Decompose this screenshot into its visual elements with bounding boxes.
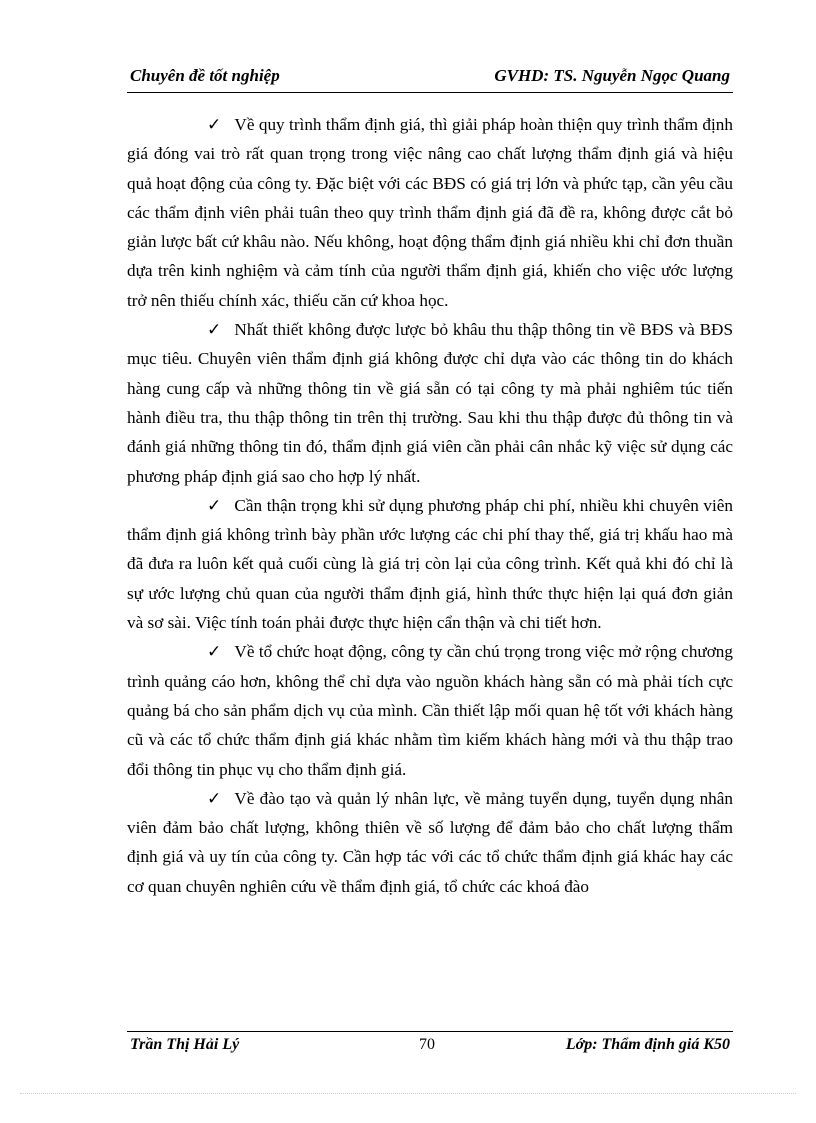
page-number: 70	[419, 1036, 435, 1053]
advisor-label: GVHD: TS. Nguyễn Ngọc Quang	[494, 66, 730, 85]
paragraph-2	[127, 315, 733, 491]
class-label: Lớp: Thẩm định giá K50	[565, 1036, 730, 1053]
paragraph-text: Về đào tạo và quản lý nhân lực, về mảng tuyển dụng, tuyển dụng nhân viên đảm bảo chất lượng, không thiên về số lượng để đảm bảo cho chất lượng thẩm định giá và uy tín của công ty. Cần hợp tác với các tổ chức thẩm định giá khác hay các cơ quan chuyên nghiên cứu về thẩm định giá, tổ chức các khoá đào	[127, 788, 733, 896]
page-footer	[127, 1036, 733, 1060]
paragraph-text: Về tổ chức hoạt động, công ty cần chú trọng trong việc mở rộng chương trình quảng cáo hơn, không thể chỉ dựa vào nguồn khách hàng sẵn có mà phải tích cực quảng bá cho sản phẩm dịch vụ của mình. Cần thiết lập mối quan hệ tốt với khách hàng cũ và các tổ chức thẩm định giá khác nhằm tìm kiếm khách hàng mới và thu thập trao đổi thông tin phục vụ cho thẩm định giá.	[127, 642, 733, 779]
paragraph-1	[127, 110, 733, 315]
paragraph-4	[127, 637, 733, 783]
body-text	[127, 110, 733, 901]
paragraph-3	[127, 491, 733, 637]
author-name: Trần Thị Hải Lý	[130, 1036, 240, 1053]
paragraph-5	[127, 784, 733, 901]
check-mark-icon: ✓	[207, 320, 222, 340]
check-mark-icon: ✓	[207, 495, 222, 515]
footer-divider	[127, 1031, 733, 1032]
check-mark-icon: ✓	[207, 115, 222, 134]
paragraph-text: Nhất thiết không được lược bỏ khâu thu thập thông tin về BĐS và BĐS mục tiêu. Chuyên viên thẩm định giá không được chỉ dựa vào các thông tin do khách hàng cung cấp và những thông tin về giá sẵn có tại công ty mà phải nghiêm túc tiến hành điều tra, thu thập thông tin trên thị trường. Sau khi thu thập được đủ thông tin và đánh giá những thông tin đó, thẩm định giá viên cần phải cân nhắc kỹ việc sử dụng các phương pháp định giá sao cho hợp lý nhất.	[127, 320, 733, 486]
header-divider	[127, 92, 733, 93]
document-title: Chuyên đề tốt nghiệp	[130, 66, 280, 85]
paragraph-text: Cần thận trọng khi sử dụng phương pháp chi phí, nhiều khi chuyên viên thẩm định giá không trình bày phần ước lượng các chi phí thay thế, giá trị khấu hao mà đã đưa ra luôn kết quả cuối cùng là giá trị còn lại của công trình. Kết quả khi đó chỉ là sự ước lượng chủ quan của người thẩm định giá, hình thức thực hiện lại quá đơn giản và sơ sài. Việc tính toán phải được thực hiện cẩn thận và chi tiết hơn.	[127, 495, 733, 633]
page-header	[127, 66, 733, 90]
check-mark-icon: ✓	[207, 788, 222, 808]
paragraph-text: Về quy trình thẩm định giá, thì giải pháp hoàn thiện quy trình thẩm định giá đóng vai trò rất quan trọng trong việc nâng cao chất lượng thẩm định giá và hiệu quả hoạt động của công ty. Đặc biệt với các BĐS có giá trị lớn và phức tạp, cần yêu cầu các thẩm định viên phải tuân theo quy trình thẩm định giá đã đề ra, không được cắt bỏ giản lược bất cứ khâu nào. Nếu không, hoạt động thẩm định giá nhiều khi chỉ đơn thuần dựa trên kinh nghiệm và cảm tính của người thẩm định giá, khiến cho việc ước lượng trở nên thiếu chính xác, thiếu căn cứ khoa học.	[127, 115, 733, 310]
check-mark-icon: ✓	[207, 642, 222, 662]
page-boundary	[20, 1093, 796, 1094]
